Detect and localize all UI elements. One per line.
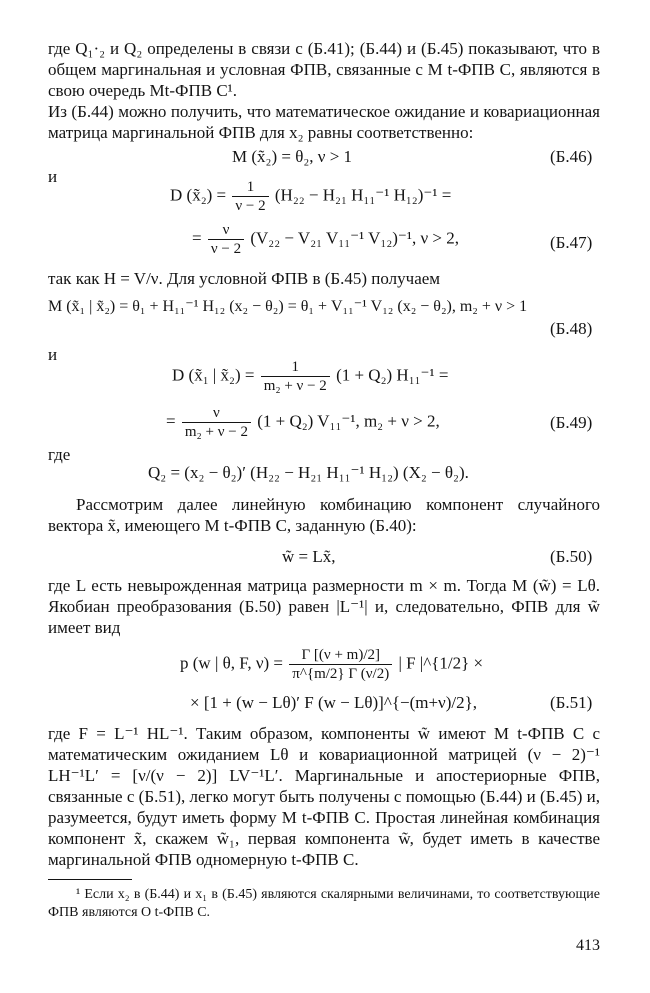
equation-b49-line2	[166, 404, 440, 441]
equation-b48: M (x̃₁ | x̃₂) = θ₁ + H₁₁⁻¹ H₁₂ (x₂ − θ₂) = θ₁ + V₁₁⁻¹ V₁₂ (x₂ − θ₂), m₂ + ν > 1	[48, 298, 528, 315]
b47-line1-fraction	[232, 178, 268, 215]
b49-line1-rhs: (1 + Q₂) H₁₁⁻¹ =	[336, 365, 449, 385]
b49-line1-numerator: 1	[291, 359, 299, 375]
b51-line1-lhs: p (w | θ, F, ν) =	[180, 653, 284, 673]
b47-line1-numerator: 1	[246, 179, 255, 195]
b49-line1-fraction	[261, 358, 330, 395]
word-and-1: и	[48, 167, 58, 186]
b49-line2-rhs: (1 + Q₂) V₁₁⁻¹, m₂ + ν > 2,	[257, 411, 440, 431]
equation-number-b49: (Б.49)	[550, 413, 593, 432]
paragraph-jacobian: где L есть невырожденная матрица размерности m × m. Тогда M (w̃) = Lθ. Якобиан преобразования (Б.50) равен |L⁻¹| и, следовательно, ФПВ для w̃ имеет вид	[48, 576, 600, 637]
b47-line2-denominator: ν − 2	[208, 239, 244, 258]
equation-b47-line1	[170, 178, 451, 215]
b49-line2-fraction	[182, 404, 251, 441]
page-number: 413	[576, 937, 600, 954]
equation-b49-line1	[172, 358, 448, 395]
equation-number-b48: (Б.48)	[550, 319, 593, 338]
paragraph-intro: где Q₁·₂ и Q₂ определены в связи с (Б.41); (Б.44) и (Б.45) показывают, что в общем маргинальная и условная ФПВ, связанные с M t-ФПВ C, являются в свою очередь Mt-ФПВ C¹.	[48, 39, 600, 100]
word-where-1: где	[48, 445, 71, 464]
equation-b51-line2: × [1 + (w − Lθ)′ F (w − Lθ)]^{−(m+ν)/2},	[190, 693, 478, 712]
b47-line2-numerator: ν	[222, 222, 230, 238]
paragraph-expectation: Из (Б.44) можно получить, что математическое ожидание и ковариационная матрица маргинальной ФПВ для x₂ равны соответственно:	[48, 102, 600, 142]
paragraph-conclusion: где F = L⁻¹ HL⁻¹. Таким образом, компоненты w̃ имеют M t-ФПВ C с математическим ожиданием Lθ и ковариационной матрицей (ν − 2)⁻¹ LH⁻¹L′ = [ν/(ν − 2)] LV⁻¹L′. Маргинальные и апостериорные ФПВ, связанные с (Б.51), легко могут быть получены с помощью (Б.44) и (Б.45) и, разумеется, будут иметь форму M t-ФПВ C. Простая линейная комбинация компонент x̃, скажем w̃₁, первая компонента w̃, будет иметь в качестве маргинальной ФПВ одномерную t-ФПВ C.	[48, 724, 600, 869]
paragraph-linear-combination: Рассмотрим далее линейную комбинацию компонент случайного вектора x̃, имеющего M t-ФПВ C, заданную (Б.40):	[48, 495, 600, 535]
b47-line1-lhs: D (x̃₂) =	[170, 185, 227, 205]
b47-line2-rhs: (V₂₂ − V₂₁ V₁₁⁻¹ V₁₂)⁻¹, ν > 2,	[250, 228, 460, 248]
equation-b51-line1	[180, 646, 483, 683]
equation-number-b47: (Б.47)	[550, 233, 593, 252]
footnote: ¹ Если x₂ в (Б.44) и x₁ в (Б.45) являются скалярными величинами, то соответствующие ФПВ являются O t-ФПВ C.	[48, 887, 600, 920]
b51-line1-rhs: | F |^{1/2} ×	[398, 653, 484, 673]
word-and-2: и	[48, 345, 58, 364]
b49-line2-lhs: =	[166, 411, 176, 431]
b47-line2-lhs: =	[192, 228, 202, 248]
equation-b50: w̃ = Lx̃,	[282, 547, 336, 566]
equation-number-b46: (Б.46)	[550, 147, 593, 166]
footnote-rule	[48, 879, 132, 880]
b49-line1-denominator: m₂ + ν − 2	[261, 376, 330, 395]
b51-line1-fraction	[289, 646, 392, 683]
b49-line2-denominator: m₂ + ν − 2	[182, 422, 251, 441]
equation-b47-line2	[192, 221, 459, 258]
b49-line2-numerator: ν	[213, 405, 220, 421]
b49-line1-lhs: D (x̃₁ | x̃₂) =	[172, 365, 255, 385]
equation-number-b51: (Б.51)	[550, 693, 593, 712]
b51-line1-numerator: Γ [(ν + m)/2]	[301, 647, 380, 663]
b51-line1-denominator: π^{m/2} Γ (ν/2)	[289, 664, 392, 683]
equation-q2: Q₂ = (x₂ − θ₂)′ (H₂₂ − H₂₁ H₁₁⁻¹ H₁₂) (X₂ − θ₂).	[148, 463, 469, 482]
paragraph-conditional: так как H = V/ν. Для условной ФПВ в (Б.45) получаем	[48, 269, 441, 288]
b47-line2-fraction	[208, 221, 244, 258]
equation-b46: M (x̃₂) = θ₂, ν > 1	[232, 147, 353, 166]
b47-line1-rhs: (H₂₂ − H₂₁ H₁₁⁻¹ H₁₂)⁻¹ =	[274, 185, 452, 205]
equation-number-b50: (Б.50)	[550, 547, 593, 566]
b47-line1-denominator: ν − 2	[232, 196, 268, 215]
